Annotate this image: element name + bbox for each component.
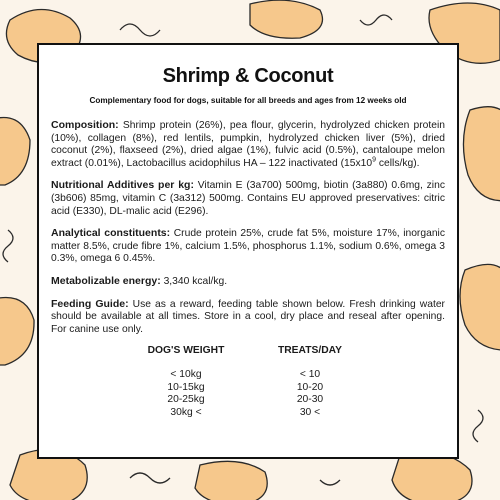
treats-header: TREATS/DAY [277, 345, 343, 357]
additives-section [51, 179, 445, 218]
feeding-section [51, 298, 445, 337]
analytical-label: Analytical constituents: [51, 227, 171, 240]
composition-text: Shrimp protein (26%), pea flour, glycerin, hydrolyzed chicken protein (10%), collagen (8%), red lentils, pumpkin, hydrolyzed chicken liver (5%), dried coconut (2%), flaxseed (2%), dried algae (1%), fulvic acid (0.5%), cantaloupe melon extract (0.01%), Lactobacillus acidophilus HA – 122 inactivated (15x10 [51, 120, 445, 169]
feeding-label: Feeding Guide: [51, 297, 129, 310]
bg-blob [195, 461, 267, 500]
bg-blob [250, 0, 323, 38]
energy-text: 3,340 kcal/kg. [163, 275, 228, 287]
weight-header: DOG'S WEIGHT [147, 345, 225, 357]
product-subtitle: Complementary food for dogs, suitable for all breeds and ages from 12 weeks old [89, 96, 407, 105]
treats-cell: < 10 [299, 369, 321, 381]
weight-cell: 20-25kg [167, 394, 205, 406]
analytical-section [51, 227, 445, 266]
bg-squiggle [473, 410, 483, 442]
bg-squiggle [3, 230, 13, 262]
product-title: Shrimp & Coconut [162, 65, 334, 87]
weight-cell: < 10kg [170, 369, 202, 381]
treats-cell: 20-30 [296, 394, 324, 406]
treats-cell: 10-20 [296, 381, 324, 393]
bg-blob [0, 298, 34, 366]
bg-squiggle [120, 24, 160, 36]
bg-blob [460, 264, 500, 350]
feeding-table [51, 345, 445, 419]
additives-label: Nutritional Additives per kg: [51, 179, 194, 192]
bg-blob [463, 107, 500, 201]
analytical-text: Crude protein 25%, crude fat 5%, moisture 17%, inorganic matter 8.5%, crude fibre 1%, calcium 1.5%, phosphorus 1.1%, sodium 0.6%, omega 3 0.3%, omega 6 0.45%. [51, 228, 445, 265]
weight-cell: 30kg < [170, 406, 202, 418]
bg-squiggle [320, 480, 340, 485]
composition-section [51, 119, 445, 170]
bg-blob [392, 452, 472, 500]
composition-label: Composition: [51, 119, 119, 131]
composition-tail: cells/kg). [376, 157, 420, 169]
weight-column [130, 345, 242, 419]
composition-exponent: 9 [372, 156, 377, 164]
treats-cell: 30 < [299, 406, 321, 418]
energy-section [51, 275, 445, 289]
bg-squiggle [360, 15, 392, 25]
treats-column [254, 345, 366, 419]
bg-squiggle [130, 473, 170, 483]
additives-text: Vitamin E (3a700) 500mg, biotin (3a880) 0.6mg, zinc (3b606) 85mg, vitamin C (3a312) 500mg. Contains EU approved preservatives: citric acid (E330), DL-malic acid (E296). [51, 180, 445, 217]
energy-label: Metabolizable energy: [51, 274, 161, 287]
label-panel [37, 43, 459, 459]
weight-cell: 10-15kg [167, 381, 205, 393]
feeding-text: Use as a reward, feeding table shown below. Fresh drinking water should be available at all times. Store in a cool, dry place and reseal after opening. For canine use only. [51, 298, 445, 335]
bg-blob [0, 118, 30, 186]
